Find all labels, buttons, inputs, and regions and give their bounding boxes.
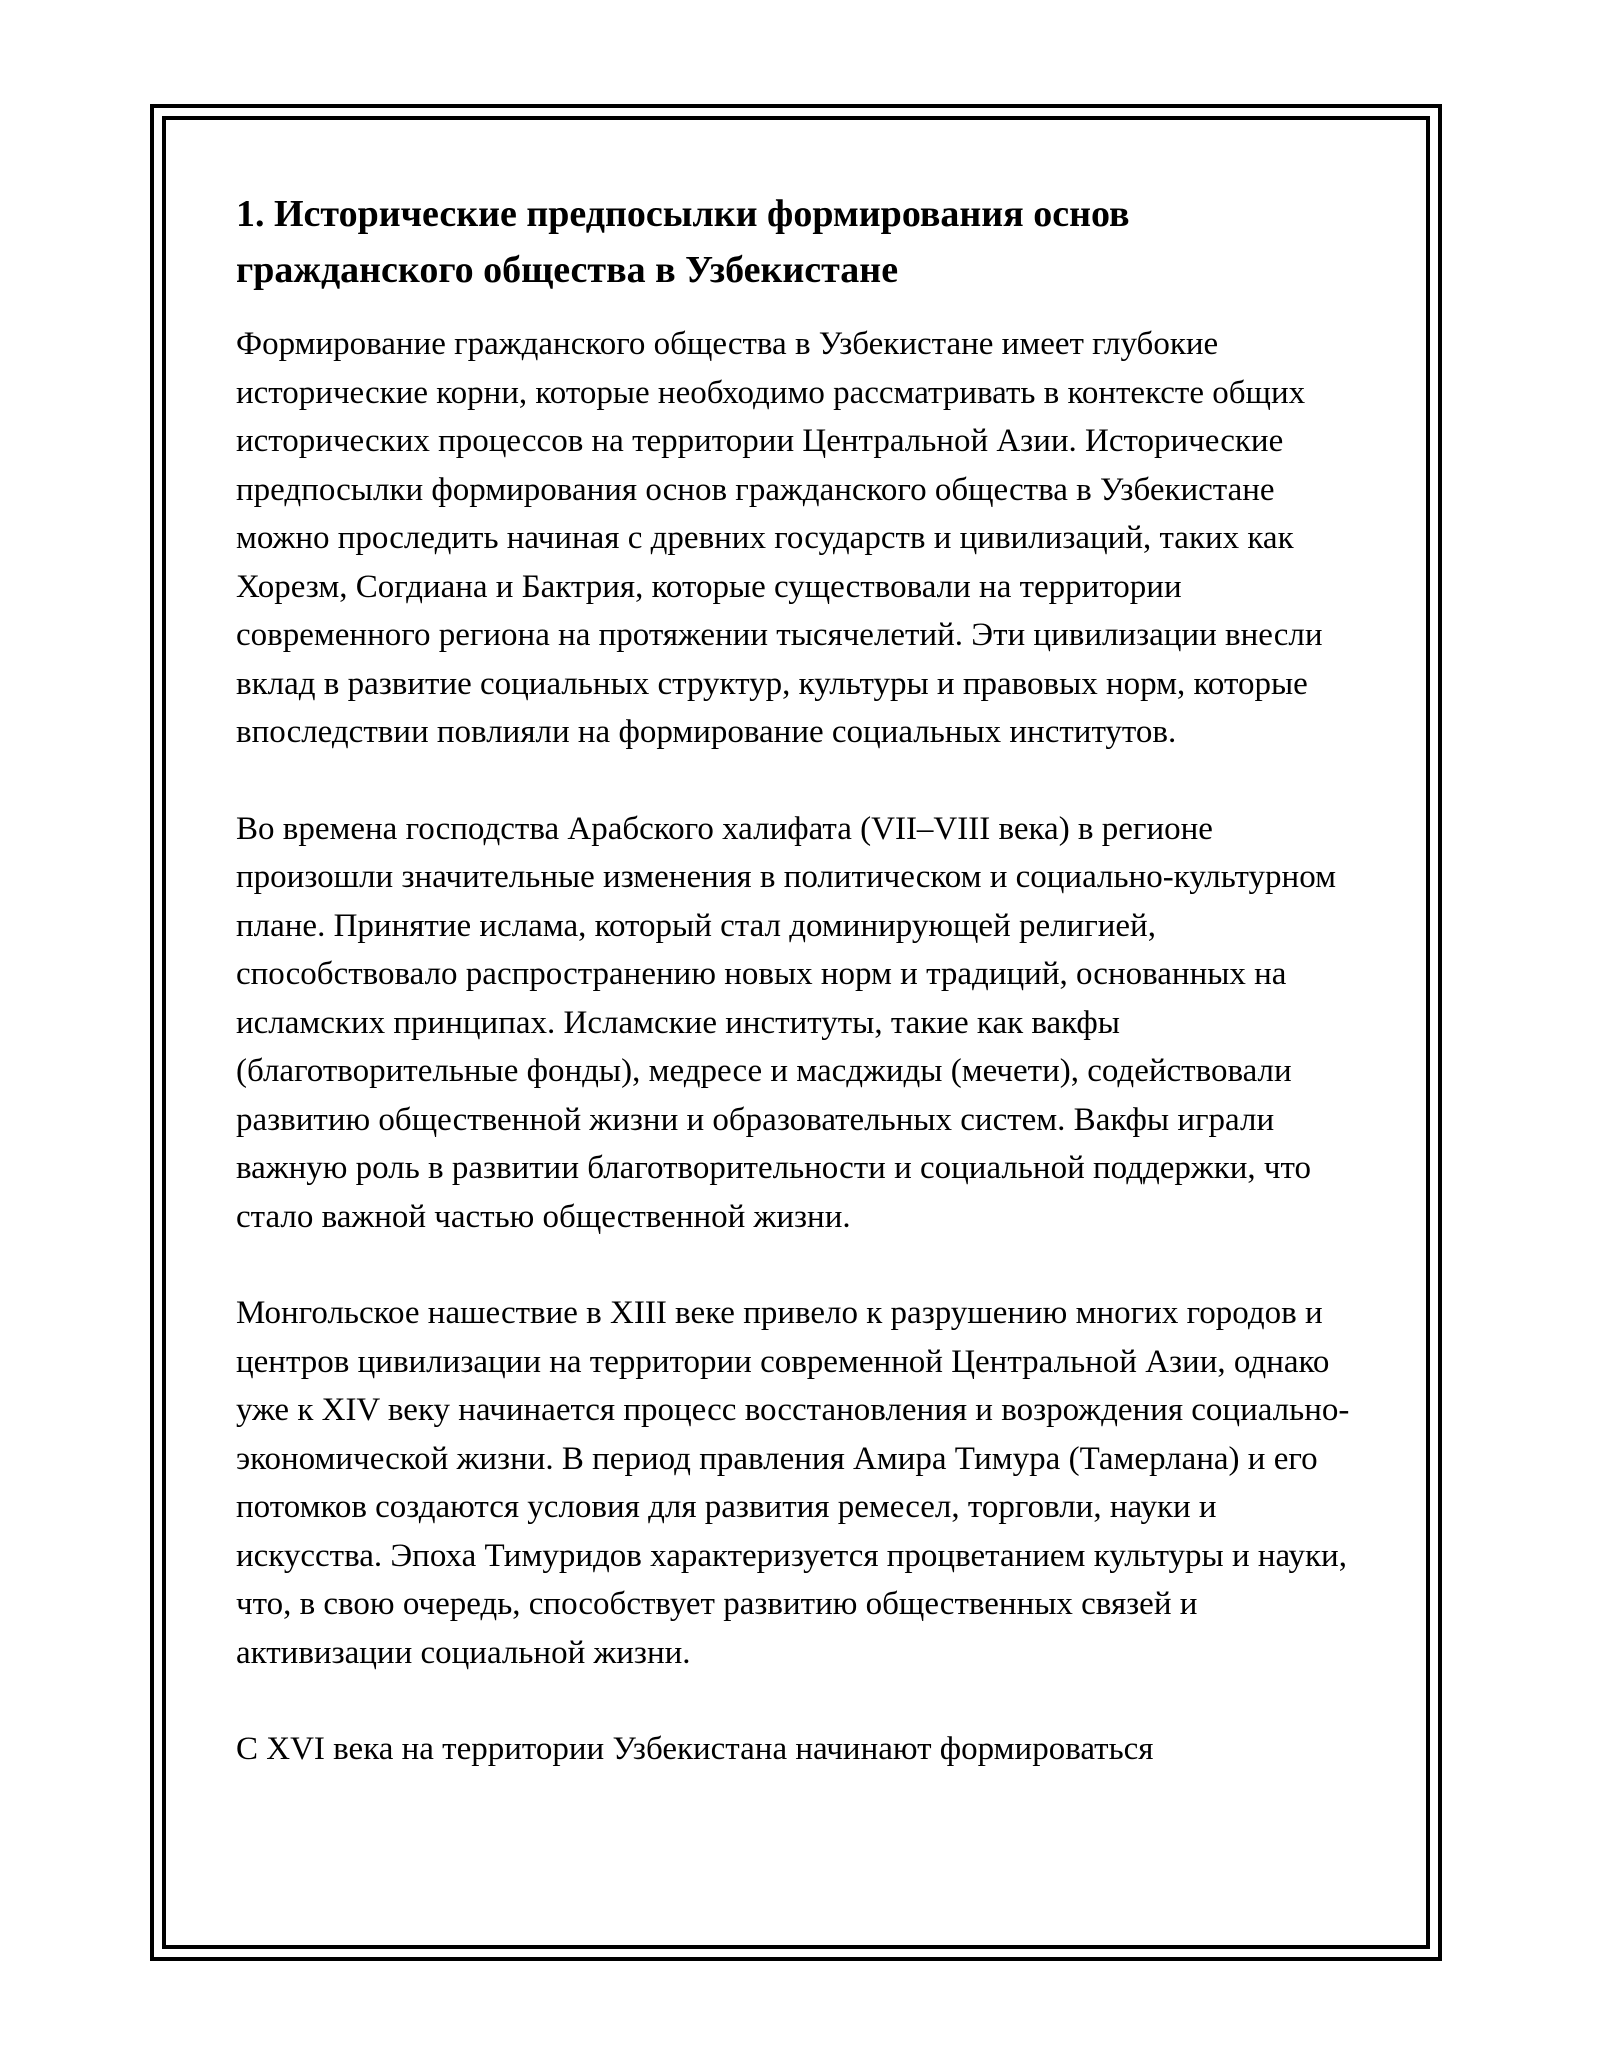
paragraph-sixteenth-century: С XVI века на территории Узбекистана начинают формироваться bbox=[236, 1731, 1154, 1767]
document-body bbox=[236, 186, 1366, 1822]
paragraph-arab-caliphate: Во времена господства Арабского халифата (VII–VIII века) в регионе произошли значительные изменения в политическом и социально-культурном плане. Принятие ислама, который стал доминирующей религией, способствовало распространению новых норм и традиций, основанных на исламских принципах. Исламские институты, такие как вакфы (благотворительные фонды), медресе и масджиды (мечети), содействовали развитию общественной жизни и образовательных систем. Вакфы играли важную роль в развитии благотворительности и социальной поддержки, что стало важной частью общественной жизни. bbox=[236, 810, 1336, 1235]
section-heading: 1. Исторические предпосылки формирования основ гражданского общества в Узбекистане bbox=[236, 193, 1130, 291]
paragraph-ancient-civilizations: Формирование гражданского общества в Узбекистане имеет глубокие исторические корни, которые необходимо рассматривать в контексте общих исторических процессов на территории Центральной Азии. Исторические предпосылки формирования основ гражданского общества в Узбекистане можно проследить начиная с древних государств и цивилизаций, таких как Хорезм, Согдиана и Бактрия, которые существовали на территории современного региона на протяжении тысячелетий. Эти цивилизации внесли вклад в развитие социальных структур, культуры и правовых норм, которые впоследствии повлияли на формирование социальных институтов. bbox=[236, 326, 1323, 750]
paragraph-mongol-timurid: Монгольское нашествие в XIII веке привело к разрушению многих городов и центров цивилизации на территории современной Центральной Азии, однако уже к XIV веку начинается процесс восстановления и возрождения социально-экономической жизни. В период правления Амира Тимура (Тамерлана) и его потомков создаются условия для развития ремесел, торговли, науки и искусства. Эпоха Тимуридов характеризуется процветанием культуры и науки, что, в свою очередь, способствует развитию общественных связей и активизации социальной жизни. bbox=[236, 1295, 1350, 1671]
